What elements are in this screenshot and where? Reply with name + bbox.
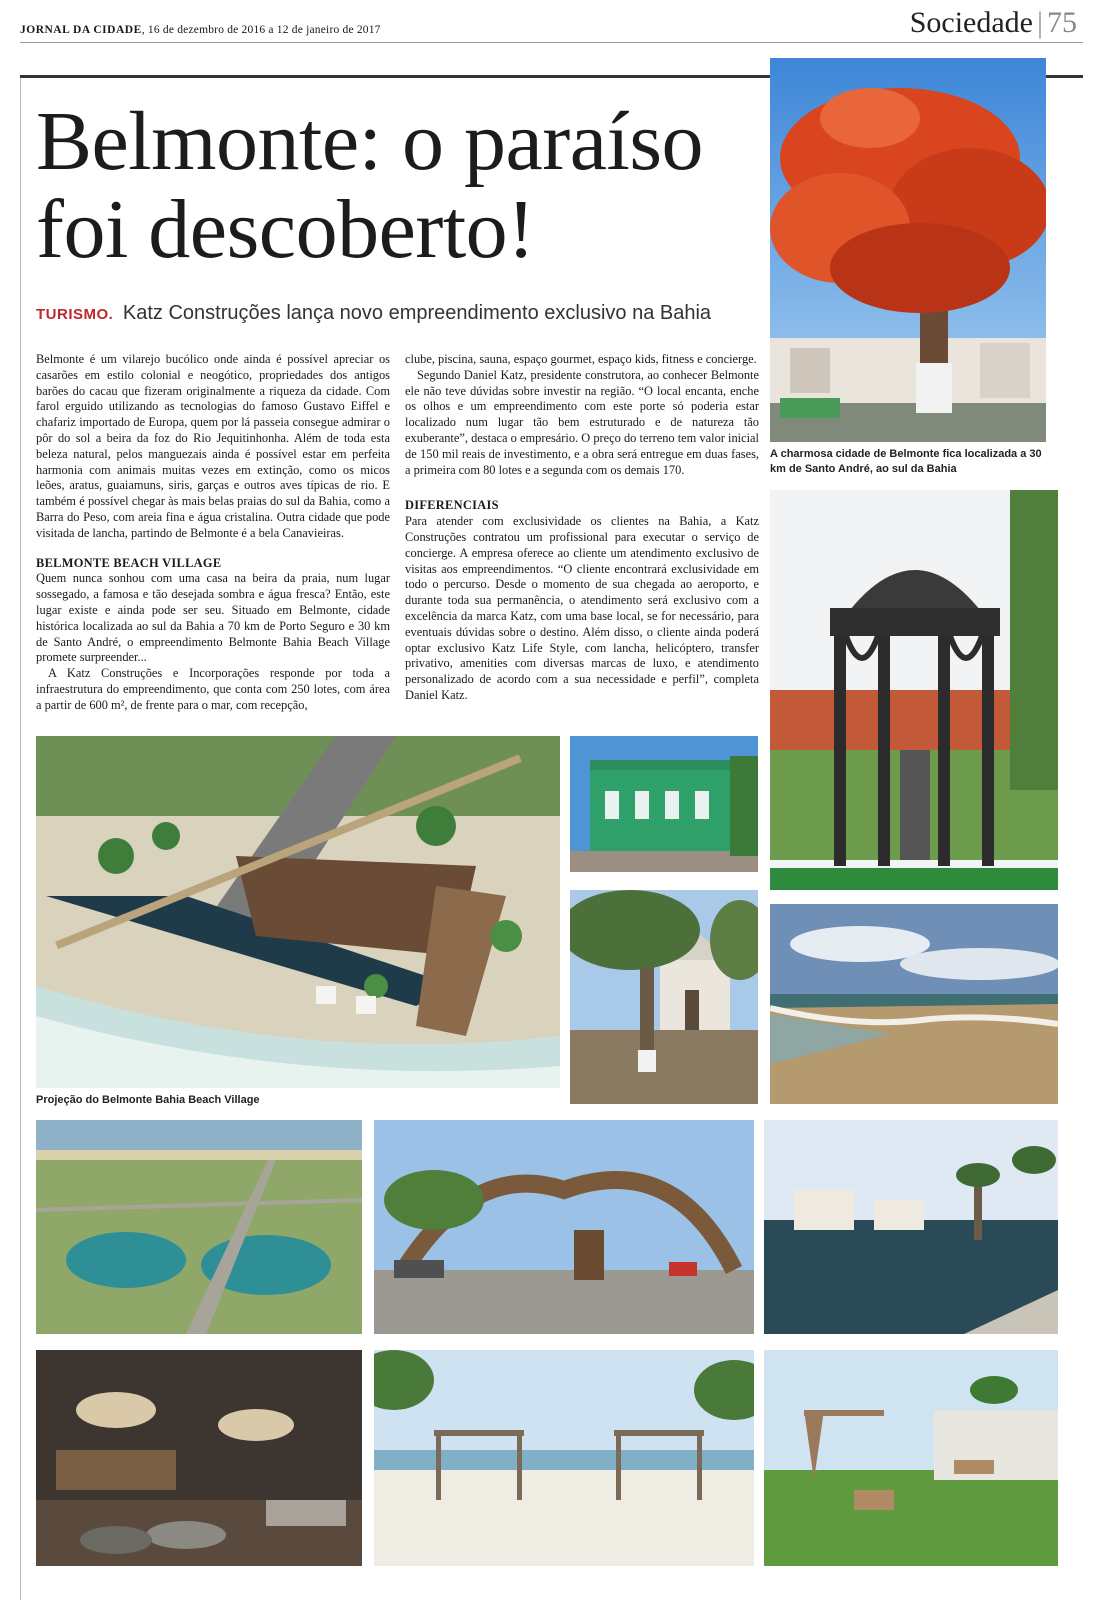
paragraph: Segundo Daniel Katz, presidente construtora, ao conhecer Belmonte ele não teve dúvidas sobre investir na região. “O local encanta, enche os olhos e um empreendimento com este porte só poderia estar localizado num lugar tão bem estruturado e de natureza tão exuberante”, destaca o empresário. O preço do terreno tem valor inicial de 150 mil reais de investimento, e a obra será entregue em duas fases, a primeira com 80 lotes e a segunda com os demais 170. [405, 367, 759, 477]
photo-pool-cabanas [764, 1120, 1058, 1334]
photo-beach-cabanas [374, 1350, 754, 1566]
issue-dates: , 16 de dezembro de 2016 a 12 de janeiro de 2017 [141, 24, 381, 36]
kicker [36, 302, 776, 325]
subhead-beach-village: BELMONTE BEACH VILLAGE [36, 555, 222, 570]
section-divider: | [1036, 6, 1043, 39]
headline-line-1: Belmonte: o paraíso [36, 95, 704, 188]
header-rule [20, 42, 1083, 43]
paragraph: clube, piscina, sauna, espaço gourmet, espaço kids, fitness e concierge. [405, 352, 757, 366]
headline [36, 95, 776, 276]
publication-name: JORNAL DA CIDADE [20, 24, 142, 36]
photo-entrance-portal [374, 1120, 754, 1334]
photo-lounge-interior [36, 1350, 362, 1566]
photo-iron-gazebo [770, 490, 1058, 890]
photo-beach [770, 904, 1058, 1104]
photo-kids-playground [764, 1350, 1058, 1566]
paragraph: Belmonte é um vilarejo bucólico onde ainda é possível apreciar os casarões em estilo colonial e neogótico, propriedades dos antigos barões do cacau que fizeram originalmente a riqueza da cidade. Com farol erguido utilizando as tecnologias do famoso Gustavo Eiffel e chafariz importado de Europa, quem por lá passeia consegue admirar o pôr do sol a beira da foz do Rio Jequitinhonha. Além de toda esta beleza natural, pelos manguezais ainda é possível estar em perfeita harmonia com animais muitas vezes em extinção, como os micos leões, aratus, guaiamuns, siris, garças e outros aves típicas de rio. E também é possível chegar às mais belas praias do sul da Bahia, como a Barra do Peso, com areia fina e água cristalina. Outra cidade que pode visitada de lancha, partindo de Belmonte é a bela Canavieiras. [36, 352, 390, 540]
text-column-2 [405, 352, 759, 704]
headline-line-2: foi descoberto! [36, 183, 535, 276]
photo-green-house [570, 736, 758, 872]
text-column-1 [36, 352, 390, 714]
kicker-tag: TURISMO. [36, 306, 114, 323]
photo-aerial-render [36, 736, 560, 1088]
photo-lots-lakes-render [36, 1120, 362, 1334]
photo-church-square [570, 890, 758, 1104]
caption-tree: A charmosa cidade de Belmonte fica localizada a 30 km de Santo André, ao sul da Bahia [770, 448, 1042, 475]
photo-flamboyant-tree [770, 58, 1046, 442]
masthead [20, 24, 381, 36]
page-number: 75 [1047, 6, 1077, 39]
paragraph: A Katz Construções e Incorporações responde por toda a infraestrutura do empreendimento, que conta com 250 lotes, com área a partir de 600 m², de frente para o mar, com recepção, [36, 666, 390, 712]
left-border [20, 78, 21, 1600]
kicker-text: Katz Construções lança novo empreendimento exclusivo na Bahia [122, 302, 712, 324]
subhead-diferenciais: DIFERENCIAIS [405, 498, 499, 513]
paragraph: Para atender com exclusividade os clientes na Bahia, a Katz Construções contratou um profissional para executar o serviço de concierge. A empresa oferece ao cliente um atendimento exclusivo de visitas aos empreendimentos. “O cliente encontrará exclusividade em todo o percurso. Desde o momento de sua chegada ao aeroporto, e durante toda sua permanência, o atendimento será exclusivo com a excelência da marca Katz, com uma base local, se for necessário, para eventuais dúvidas sobre o destino. Além disso, o cliente ainda poderá optar exclusivo Katz Life Style, com lancha, helicóptero, transfer privativo, amenities com diversas marcas de luxo, e atendimento personalizado de acordo com a sua necessidade e perfil”, completa Daniel Katz. [405, 514, 759, 702]
paragraph: Quem nunca sonhou com uma casa na beira da praia, num lugar sossegado, a famosa e tão desejada sombra e água fresca? Então, este lugar existe e ainda pode ser seu. Situado em Belmonte, cidade histórica localizada ao sul da Bahia a 70 km de Porto Seguro e 30 km de Santo André, o empreendimento Belmonte Bahia Beach Village promete surpreender... [36, 571, 390, 665]
section-name: Sociedade [909, 6, 1033, 39]
caption-aerial: Projeção do Belmonte Bahia Beach Village [36, 1094, 260, 1106]
section-header [910, 6, 1077, 40]
